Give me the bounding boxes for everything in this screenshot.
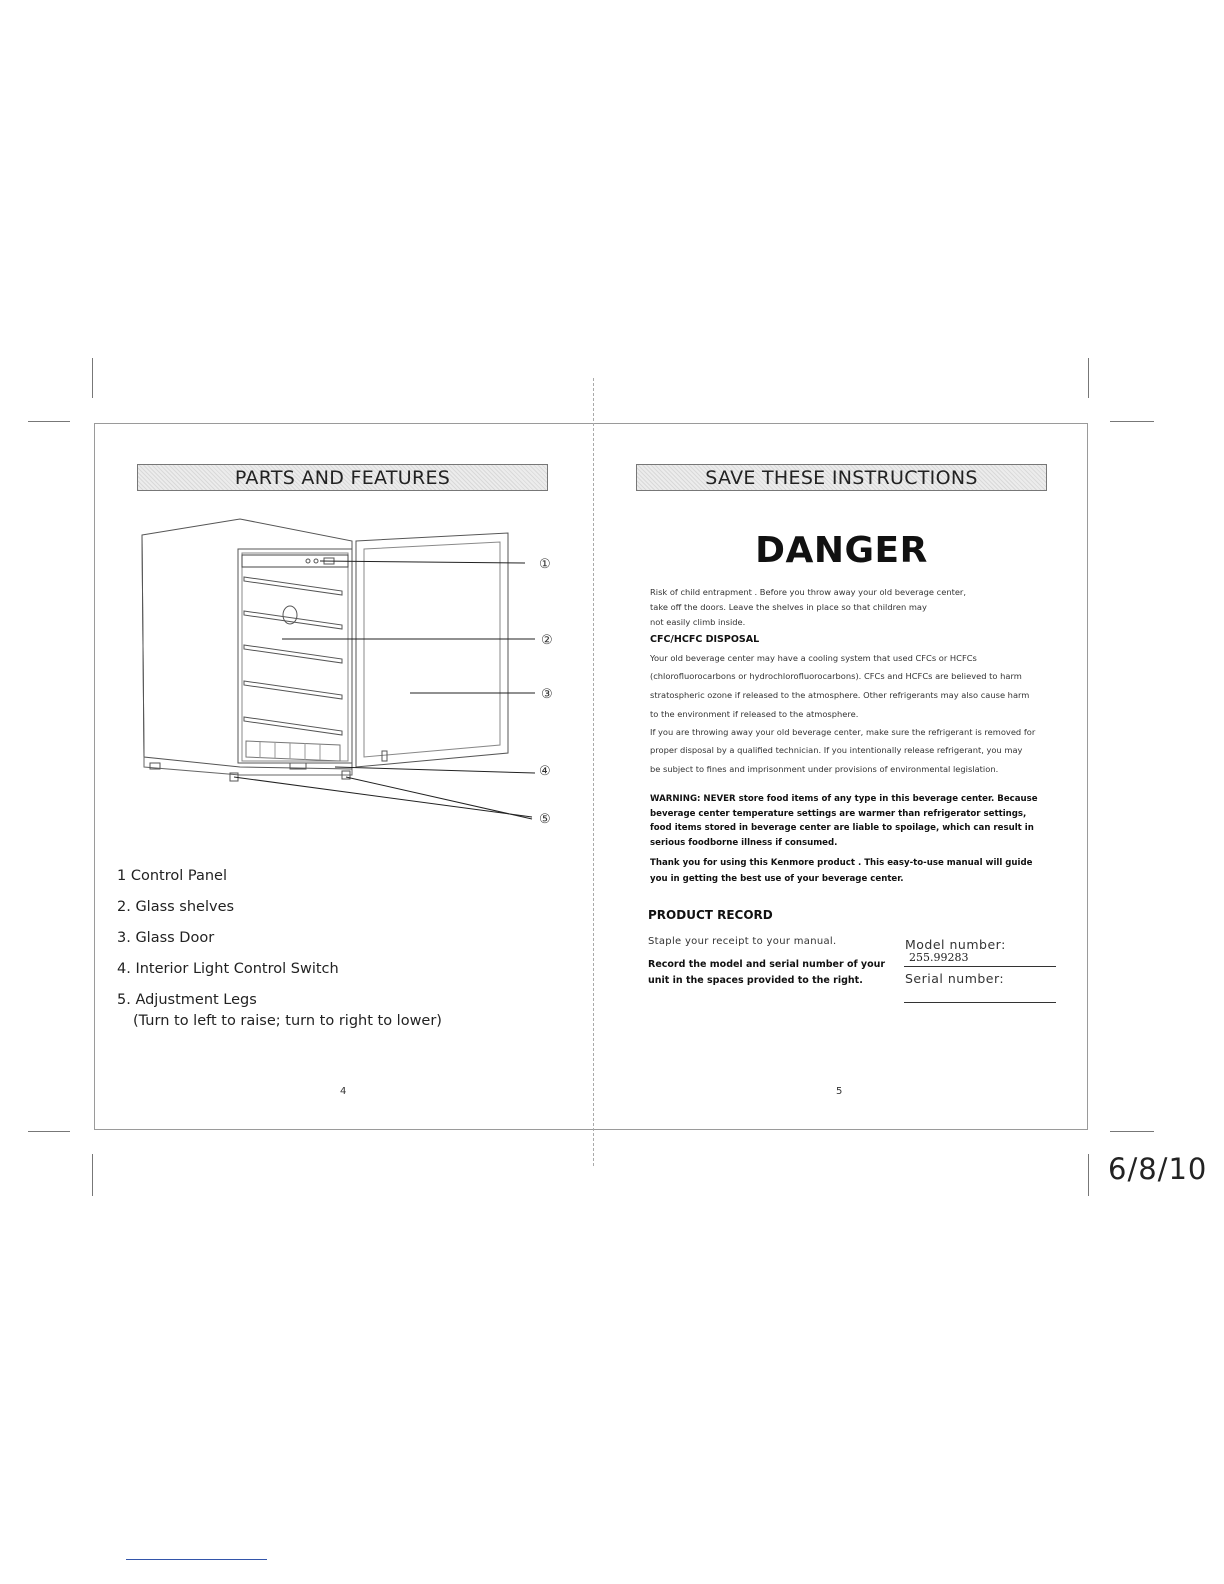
disposal-line: to the environment if released to the atmosphere. [650,709,859,719]
parts-list [117,866,557,1032]
disposal-line: Your old beverage center may have a cooling system that used CFCs or HCFCs [650,653,977,663]
list-item: 1 Control Panel [117,868,227,884]
beverage-center-diagram [130,505,570,835]
list-item [117,990,557,1032]
disposal-line: If you are throwing away your old beverage center, make sure the refrigerant is removed for [650,727,1036,737]
staple-text: Staple your receipt to your manual. [648,936,837,947]
disposal-heading: CFC/HCFC DISPOSAL [650,634,760,645]
crop-mark [28,421,70,422]
glass-shelf [244,645,342,663]
intro-line: take off the doors. Leave the shelves in place so that children may [650,602,927,612]
serial-number-label: Serial number: [905,971,1005,986]
page-number-left: 4 [340,1086,347,1097]
print-date: 6/8/10 [1108,1152,1208,1186]
callout-4: ④ [539,764,551,779]
list-item: 4. Interior Light Control Switch [117,961,339,977]
callout-3: ③ [541,687,553,702]
parts-features-banner: PARTS AND FEATURES [137,464,548,491]
serial-number-line [904,1002,1056,1003]
model-number-value: 255.99283 [909,951,969,964]
disposal-line: stratospheric ozone if released to the atmosphere. Other refrigerants may also cause harm [650,690,1030,700]
part-label: 5. Adjustment Legs [117,992,257,1008]
callout-2: ② [541,633,553,648]
crop-mark [1088,358,1089,398]
crop-mark [1110,1131,1154,1132]
crop-mark [1110,421,1154,422]
model-number-label: Model number: [905,937,1006,952]
glass-shelf [244,717,342,735]
warning-paragraph: WARNING: NEVER store food items of any type in this beverage center. Because beverage center temperature settings are warmer than refrigerator settings, food items stored in beverage center are liable to spoilage, which can result in serious foodborne illness if consumed. [650,794,1038,848]
glass-door [356,533,508,767]
product-record-heading: PRODUCT RECORD [648,908,773,922]
part-note: (Turn to left to raise; turn to right to lower) [133,1013,442,1029]
callout-5: ⑤ [539,812,551,827]
fold-line [593,378,594,1166]
crop-mark [92,1154,93,1196]
save-instructions-banner: SAVE THESE INSTRUCTIONS [636,464,1047,491]
list-item: 2. Glass shelves [117,899,235,915]
page-number-right: 5 [836,1086,843,1097]
intro-line: Risk of child entrapment . Before you throw away your old beverage center, [650,587,966,597]
crop-mark [92,358,93,398]
glass-shelf [244,681,342,699]
glass-shelf [244,577,342,595]
danger-heading: DANGER [755,530,928,571]
disposal-line: (chlorofluorocarbons or hydrochlorofluorocarbons). CFCs and HCFCs are believed to harm [650,671,1022,681]
intro-line: not easily climb inside. [650,617,746,627]
model-number-line [904,966,1056,967]
crop-mark [1088,1154,1089,1196]
list-item: 3. Glass Door [117,930,215,946]
crop-mark [28,1131,70,1132]
glass-shelf [244,611,342,629]
disposal-line: be subject to fines and imprisonment under provisions of environmental legislation. [650,764,999,774]
callout-1: ① [539,557,551,572]
record-instructions: Record the model and serial number of your unit in the spaces provided to the right. [648,959,886,986]
disposal-line: proper disposal by a qualified technician. If you intentionally release refrigerant, you may [650,745,1023,755]
footer-line [126,1559,267,1560]
thanks-paragraph: Thank you for using this Kenmore product . This easy-to-use manual will guide you in getting the best use of your beverage center. [650,858,1033,884]
